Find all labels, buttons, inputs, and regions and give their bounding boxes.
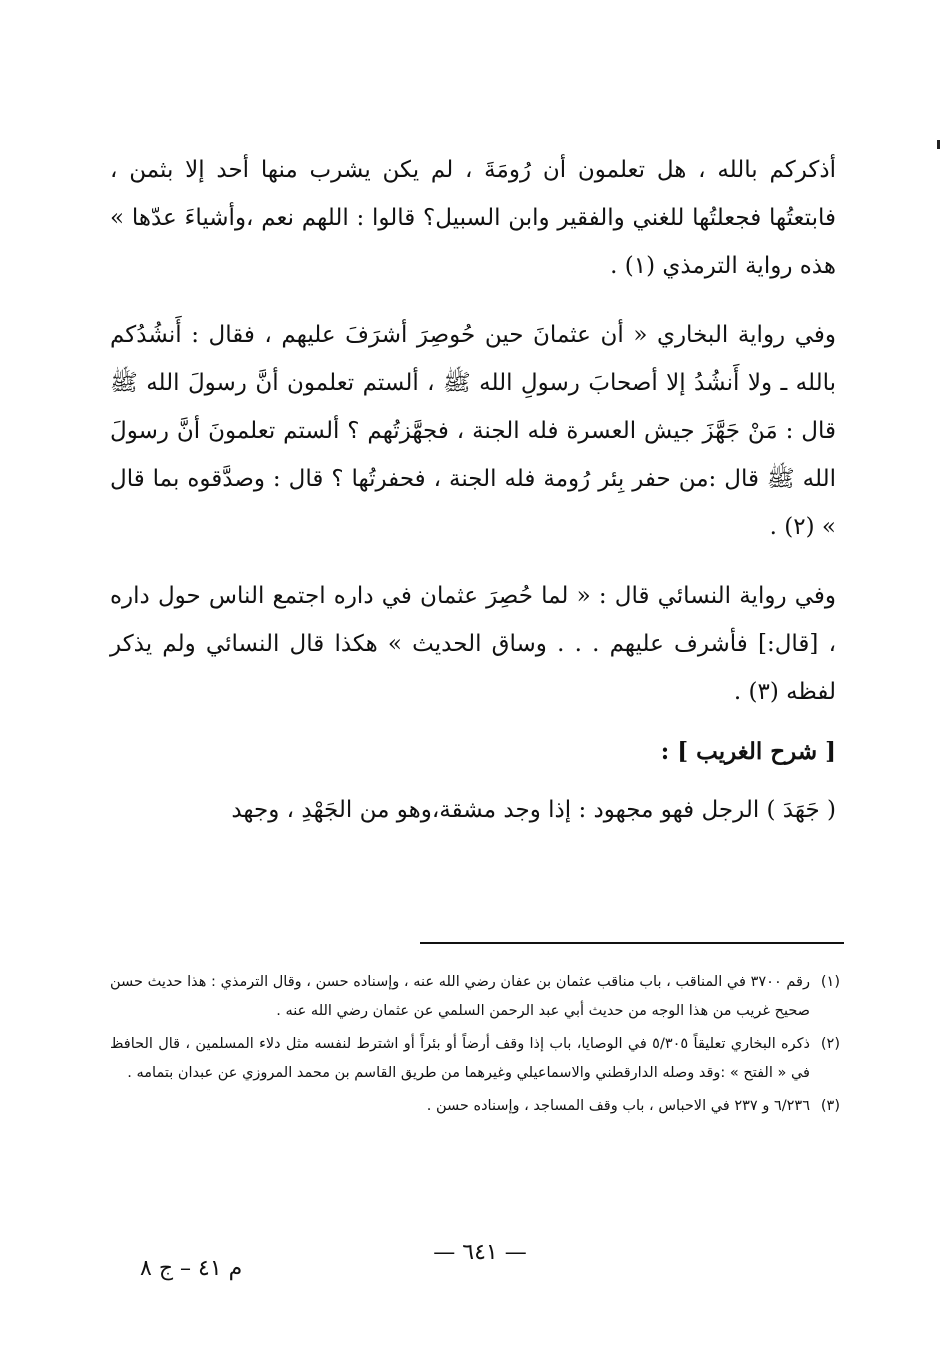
main-text bbox=[110, 146, 836, 834]
footnote-number: (٣) bbox=[820, 1098, 840, 1114]
footnote-text: ذكره البخاري تعليقاً ٥/٣٠٥ في الوصايا، باب إذا وقف أرضاً أو بئراً أو اشترط لنفسه مثل دلاء المسلمين ، قال الحافظ في « الفتح » :وقد وصله الدارقطني والاسماعيلي وغيرهما من طريق القاسم بن محمد المروزي عن عبدان بتمامه . bbox=[110, 1036, 811, 1081]
section-heading: [ شرح الغريب ] : bbox=[660, 738, 836, 765]
footnote-divider bbox=[420, 942, 844, 944]
footnote-2 bbox=[110, 1030, 840, 1088]
footnote-3 bbox=[110, 1092, 840, 1121]
printer-signature: م ٤١ – ج ٨ bbox=[140, 1256, 243, 1281]
footnote-number: (١) bbox=[820, 974, 840, 990]
glossary-line: ( جَهَدَ ) الرجل فهو مجهود : إذا وجد مشقة،وهو من الجَهْدِ ، وجهد bbox=[231, 797, 836, 823]
paragraph-nasai: وفي رواية النسائي قال : « لما حُصِرَ عثمان في داره اجتمع الناس حول داره ، [قال:] فأشرف عليهم . . . وساق الحديث » هكذا قال النسائي ولم يذكر لفظه (٣) . bbox=[110, 583, 836, 705]
margin-mark bbox=[937, 140, 940, 149]
footnote-text: ٦/٢٣٦ و ٢٣٧ في الاحباس ، باب وقف المساجد ، وإسناده حسن . bbox=[426, 1098, 810, 1114]
paragraph-tirmidhi: أذكركم بالله ، هل تعلمون أن رُومَةَ ، لم يكن يشرب منها أحد إلا بثمن ، فابتعتُها فجعلتُها للغني والفقير وابن السبيل؟ قالوا : اللهم نعم ،وأشياءَ عدّها » هذه رواية الترمذي (١) . bbox=[110, 157, 836, 279]
footnote-1 bbox=[110, 968, 840, 1026]
paragraph-bukhari: وفي رواية البخاري « أن عثمانَ حين حُوصِرَ أشرَفَ عليهم ، فقال : أَنشُدُكم بالله ـ ولا أَنشُدُ إلا أصحابَ رسولِ الله ﷺ ، ألستم تعلمون أنَّ رسولَ الله ﷺ قال : مَنْ جَهَّزَ جيش العسرة فله الجنة ، فجهَّزتُهم ؟ ألستم تعلمونَ أنَّ رسولَ الله ﷺ قال :من حفر بِئر رُومة فله الجنة ، فحفرتُها ؟ قال : وصدَّقوه بما قال » (٢) . bbox=[110, 322, 836, 540]
footnote-text: رقم ٣٧٠٠ في المناقب ، باب مناقب عثمان بن عفان رضي الله عنه ، وإسناده حسن ، وقال الترمذي : هذا حديث حسن صحيح غريب من هذا الوجه من حديث أبي عبد الرحمن السلمي عن عثمان رضي الله عنه . bbox=[110, 974, 810, 1019]
page-number: — ٦٤١ — bbox=[433, 1240, 527, 1265]
footnote-number: (٢) bbox=[820, 1036, 840, 1052]
footnotes bbox=[110, 968, 840, 1125]
